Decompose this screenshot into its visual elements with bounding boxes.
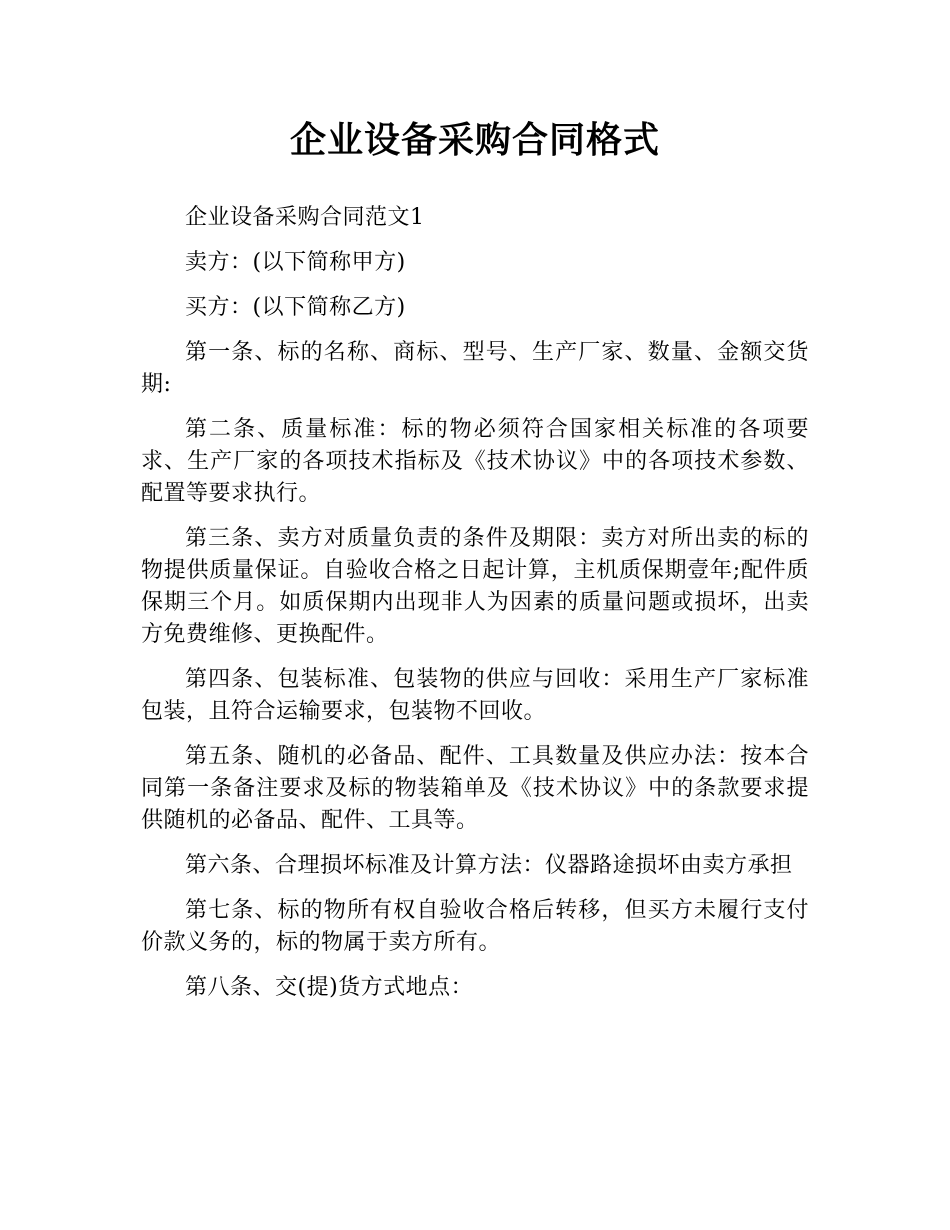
paragraph-article-4: 第四条、包装标准、包装物的供应与回收：采用生产厂家标准包装，且符合运输要求，包装物不回收。 (141, 667, 809, 724)
document-title: 企业设备采购合同格式 (289, 120, 660, 161)
paragraph-seller: 卖方：(以下简称甲方) (185, 250, 406, 275)
paragraph-article-2: 第二条、质量标准：标的物必须符合国家相关标准的各项要求、生产厂家的各项技术指标及《技术协议》中的各项技术参数、配置等要求执行。 (141, 417, 809, 506)
paragraph-heading: 企业设备采购合同范文1 (185, 205, 425, 230)
paragraph-article-5: 第五条、随机的必备品、配件、工具数量及供应办法：按本合同第一条备注要求及标的物装箱单及《技术协议》中的条款要求提供随机的必备品、配件、工具等。 (141, 744, 809, 833)
paragraph-article-3: 第三条、卖方对质量负责的条件及期限：卖方对所出卖的标的物提供质量保证。自验收合格之日起计算，主机质保期壹年;配件质保期三个月。如质保期内出现非人为因素的质量问题或损坏，出卖方免费维修、更换配件。 (141, 526, 809, 647)
document-body (141, 202, 809, 1017)
paragraph-article-1: 第一条、标的名称、商标、型号、生产厂家、数量、金额交货期: (141, 340, 809, 397)
paragraph-article-7: 第七条、标的物所有权自验收合格后转移，但买方未履行支付价款义务的，标的物属于卖方所有。 (141, 898, 809, 955)
paragraph-article-8: 第八条、交(提)货方式地点： (185, 975, 474, 1000)
paragraph-article-6: 第六条、合理损坏标准及计算方法：仪器路途损坏由卖方承担 (185, 853, 793, 878)
paragraph-buyer: 买方：(以下简称乙方) (185, 295, 406, 320)
